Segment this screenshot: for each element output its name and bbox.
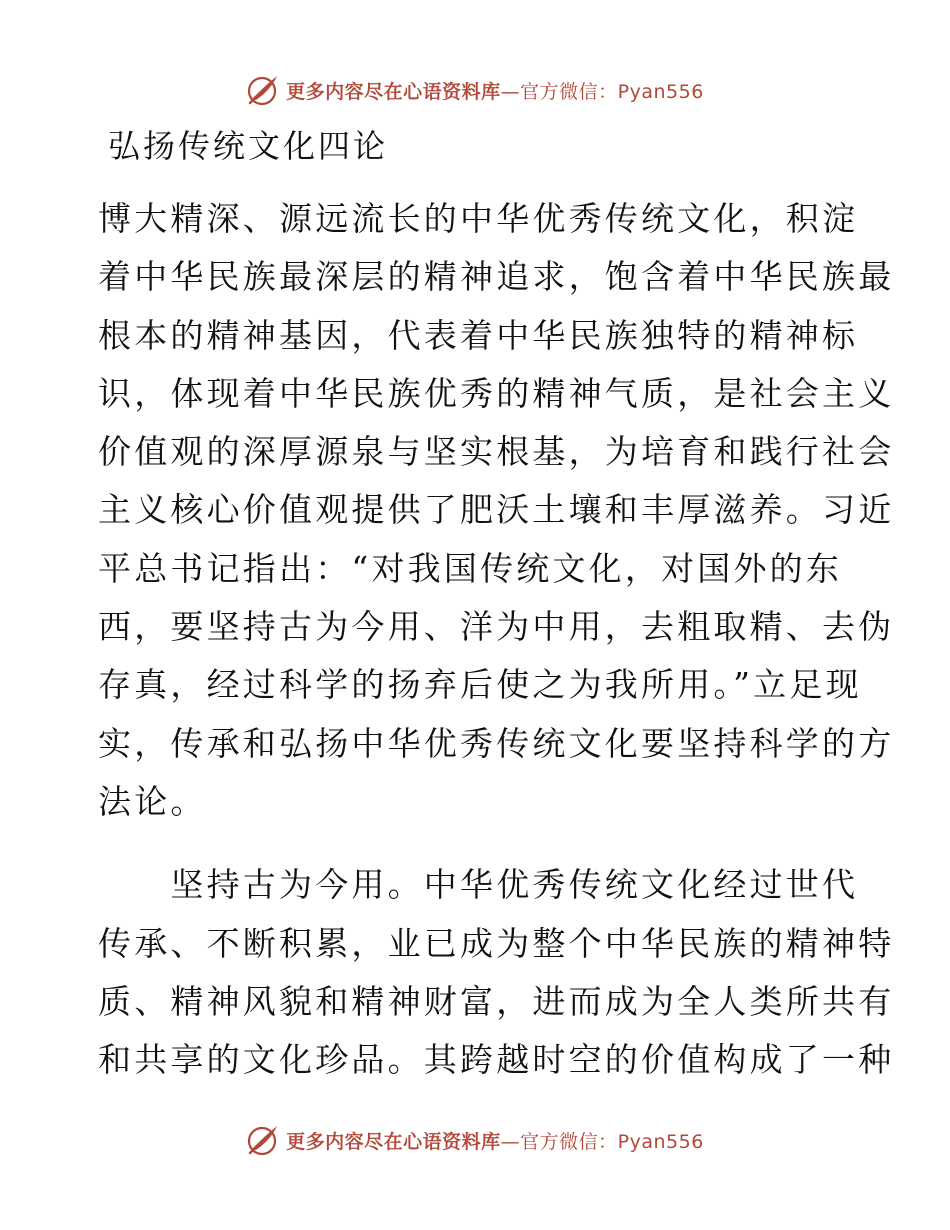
text-line: 博大精深、源远流长的中华优秀传统文化，积淀	[98, 199, 859, 238]
text-line: 价值观的深厚源泉与坚实根基，为培育和践行社会	[98, 432, 895, 472]
document-title: 弘扬传统文化四论	[108, 127, 389, 165]
paragraph-spacer	[98, 831, 858, 856]
text-line: 平总书记指出：“对我国传统文化，对国外的东	[98, 548, 843, 588]
text-line: 法论。	[98, 781, 207, 821]
banner-wechat-text: 官方微信：Pyan556	[520, 1130, 704, 1153]
banner-separator: —	[500, 80, 521, 103]
header-banner	[0, 70, 950, 110]
text-line: 着中华民族最深层的精神追求，饱含着中华民族最	[98, 257, 895, 297]
banner-main-text: 更多内容尽在心语资料库	[286, 80, 501, 103]
banner-separator: —	[500, 1130, 521, 1153]
quill-pen-logo-icon	[246, 73, 280, 107]
text-line: 质、精神风貌和精神财富，进而成为全人类所共有	[98, 981, 895, 1021]
quill-pen-logo-icon	[246, 1123, 280, 1157]
document-body	[98, 190, 895, 1089]
text-line: 传承、不断积累，业已成为整个中华民族的精神特	[98, 923, 895, 963]
text-line: 存真，经过科学的扬弃后使之为我所用。”立足现	[98, 665, 862, 705]
paragraph	[98, 190, 895, 831]
text-line: 根本的精神基因，代表着中华民族独特的精神标	[98, 315, 859, 355]
paragraph	[98, 856, 895, 1089]
text-line: 西，要坚持古为今用、洋为中用，去粗取精、去伪	[98, 607, 895, 647]
banner-wechat-text: 官方微信：Pyan556	[520, 80, 704, 103]
text-line: 实，传承和弘扬中华优秀传统文化要坚持科学的方	[98, 723, 895, 763]
footer-banner	[0, 1120, 950, 1160]
text-line: 识，体现着中华民族优秀的精神气质，是社会主义	[98, 373, 895, 413]
banner-main-text: 更多内容尽在心语资料库	[286, 1130, 501, 1153]
text-line: 坚持古为今用。中华优秀传统文化经过世代	[98, 865, 859, 905]
text-line: 主义核心价值观提供了肥沃土壤和丰厚滋养。习近	[98, 490, 895, 530]
text-line: 和共享的文化珍品。其跨越时空的价值构成了一种	[98, 1040, 895, 1080]
